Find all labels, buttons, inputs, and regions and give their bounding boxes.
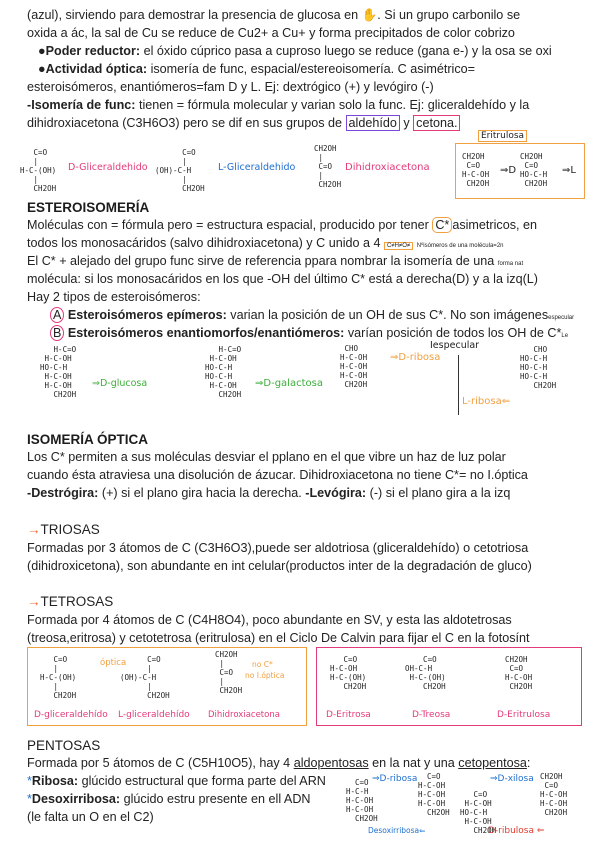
label-d-ribosa: ⇒D-ribosa	[390, 352, 441, 363]
structure-d-ribosa: CHO H-C-OH H-C-OH H-C-OH CH2OH	[340, 344, 368, 389]
label-t-d-gliceraldehido: D-gliceraldehído	[34, 710, 108, 720]
text-line: Formadas por 3 átomos de C (C3H6O3),puede ser aldotriosa (gliceraldehído) o cetotriosa	[27, 541, 529, 555]
label-d-treosa: D-Treosa	[412, 710, 451, 720]
structure-d-galactosa: H-C=O H-C-OH HO-C-H HO-C-H H-C-OH CH2OH	[205, 345, 242, 399]
heading-pentosas: PENTOSAS	[27, 738, 101, 753]
label-d-galactosa: ⇒D-galactosa	[255, 378, 323, 389]
bullet-actividad-optica: ●Actividad óptica: isomería de func, espacial/estereoisomería. C asimétrico=	[38, 62, 476, 76]
bullet-poder-reductor: ●Poder reductor: el óxido cúprico pasa a cuproso luego se reduce (gana e-) y la osa se oxi	[38, 44, 552, 58]
hand-icon: ✋	[361, 8, 378, 22]
text-line: oxida a ác, la sal de Cu se reduce de Cu2+ a Cu+ y forma precipitados de color cobrizo	[27, 26, 515, 40]
structure-l-gliceraldehido: C=O | (OH)-C-H | CH2OH	[155, 148, 205, 193]
label-d-eritrosa: D-Eritrosa	[326, 710, 371, 720]
label-l-gliceraldehido: L-Gliceraldehido	[218, 162, 296, 173]
text-line: (treosa,eritrosa) y cetotetrosa (eritrulosa) en el Ciclo De Calvin para fijar el C en la fotosínt	[27, 631, 530, 645]
text-line: Formada por 5 átomos de C (C5H10O5), hay 4 aldopentosas en la nat y una cetopentosa:	[27, 756, 531, 770]
structure-d-ribulosa: CH2OH C=O H-C-OH H-C-OH CH2OH	[540, 772, 568, 817]
structure-l-ribosa: CHO HO-C-H HO-C-H HO-C-H CH2OH	[520, 345, 557, 390]
label-no-i-optica: no I.óptica	[245, 671, 285, 680]
structure-t-l-gliceraldehido: C=O | (OH)-C-H | CH2OH	[120, 655, 170, 700]
structure-t-dihidroxiacetona: CH2OH | C=O | CH2OH	[215, 650, 243, 695]
heading-isomeria-optica: ISOMERÍA ÓPTICA	[27, 432, 149, 447]
item-epimeros: A Esteroisómeros epímeros: varian la posición de un OH de sus C*. No son imágenesespecular	[50, 308, 574, 326]
label-no-c: no C*	[252, 660, 273, 669]
label-desoxirribosa: Desoxirribosa⇐	[368, 826, 426, 835]
structure-d-eritrulosa: CH2OH C=O H-C-OH CH2OH	[505, 655, 533, 691]
eritrulosa-label: Eritrulosa	[478, 130, 527, 142]
structure-d-glucosa: H-C=O H-C-OH HO-C-H H-C-OH H-C-OH CH2OH	[40, 345, 77, 399]
label-d-ribulosa: D-ribulosa ⇐	[488, 826, 545, 836]
aldehido-highlight: aldehído	[346, 115, 400, 131]
structure-d-eritrosa: C=O H-C-OH H-C-(OH) CH2OH	[330, 655, 367, 691]
text-line: dihidroxiacetona (C3H6O3) pero se dif en sus grupos de aldehído y cetona.	[27, 116, 460, 131]
text-line: Moléculas con = fórmula pero = estructura espacial, producido por tener C* asimetricos, en	[27, 218, 538, 232]
structure-desoxirribosa: C=O H-C-H H-C-OH H-C-OH CH2OH	[346, 778, 378, 823]
text-line: El C* + alejado del grupo func sirve de referencia ppara nombrar la isomería de una forma nat	[27, 254, 524, 268]
text-line: Formada por 4 átomos de C (C4H8O4), poco abundante en SV, y esta las aldotetrosas	[27, 613, 512, 627]
text-line: -Isomería de func: tienen = fórmula molecular y varian solo la func. Ej: gliceraldehído y la	[27, 98, 530, 112]
item-enantiomeros: B Esteroisómeros enantiomorfos/enantiómeros: varían posición de todos los OH de C*Le	[50, 326, 568, 344]
l-arrow: ⇒L	[562, 165, 576, 176]
text-line: todos los monosacáridos (salvo dihidroxiacetona) y C unido a 4 C≠H≠O≠ Nºisómeros de una molécula=2n	[27, 236, 504, 250]
label-d-eritrulosa: D-Eritrulosa	[497, 710, 551, 720]
text-line: Los C* permiten a sus moléculas desviar el pplano en el que vibre un haz de luz polar	[27, 450, 506, 464]
structure-d-xilosa: C=O H-C-OH HO-C-H H-C-OH CH2OH	[460, 790, 497, 835]
text-line: molécula: si los monosacáridos en los que -OH del último C* está a derecha(D) y a la izq(L)	[27, 272, 538, 286]
label-dihidroxiacetona: Dihidroxiacetona	[345, 162, 430, 173]
structure-d-gliceraldehido: C=O | H-C-(OH) | CH2OH	[20, 148, 57, 193]
heading-triosas: →TRIOSAS	[27, 522, 100, 537]
text-line: esteroisómeros, enantiómeros=fam D y L. Ej: dextrógico (+) y levógiro (-)	[27, 80, 434, 94]
text-line: (le falta un O en el C2)	[27, 810, 154, 824]
label-p-d-xilosa: ⇒D-xilosa	[490, 774, 534, 784]
label-d-glucosa: ⇒D-glucosa	[92, 378, 148, 389]
text-line: (azul), sirviendo para demostrar la presencia de glucosa en ✋. Si un grupo carbonilo se	[27, 8, 521, 22]
heading-estereoisomeria: ESTEROISOMERÍA	[27, 200, 150, 215]
label-t-l-gliceraldehido: L-gliceraldehído	[118, 710, 190, 720]
structure-eritrulosa-left: CH2OH C=O H-C-OH CH2OH	[462, 152, 490, 188]
label-l-ribosa: L-ribosa⇐	[462, 396, 511, 407]
item-ribosa: *Ribosa: glúcido estructural que forma parte del ARN	[27, 774, 326, 788]
structure-eritrulosa-right: CH2OH C=O HO-C-H CH2OH	[520, 152, 548, 188]
label-optica: óptica	[100, 658, 127, 668]
label-d-gliceraldehido: D-Gliceraldehido	[68, 162, 148, 173]
structure-d-treosa: C=O OH-C-H H-C-(OH) CH2OH	[405, 655, 446, 691]
label-p-d-ribosa: ⇒D-ribosa	[372, 774, 418, 784]
text-line: cuando ésta atraviesa una disolución de ázucar. Dihidroxiacetona no tiene C*= no I.óptica	[27, 468, 528, 482]
label-t-dihidroxiacetona: Dihidroxiacetona	[208, 710, 280, 720]
structure-t-d-gliceraldehido: C=O | H-C-(OH) | CH2OH	[40, 655, 77, 700]
label-especular: Iespecular	[430, 340, 480, 351]
text-line: Hay 2 tipos de esteroisómeros:	[27, 290, 201, 304]
structure-dihidroxiacetona: CH2OH | C=O | CH2OH	[314, 144, 342, 189]
cetona-highlight: cetona.	[413, 115, 460, 131]
mirror-line	[458, 355, 459, 415]
text-line: (dihidroxicetona), son abundante en int celular(productos inter de la degradación de gluco)	[27, 559, 532, 573]
heading-tetrosas: →TETROSAS	[27, 594, 114, 609]
item-desoxirribosa: *Desoxirribosa: glúcido estru presente en ell ADN	[27, 792, 311, 806]
d-arrow: ⇒D	[500, 165, 517, 176]
text-line: -Destrógira: (+) si el plano gira hacia la derecha. -Levógira: (-) si el plano gira a la izq	[27, 486, 511, 500]
structure-p-d-ribosa: C=O H-C-OH H-C-OH H-C-OH CH2OH	[418, 772, 450, 817]
